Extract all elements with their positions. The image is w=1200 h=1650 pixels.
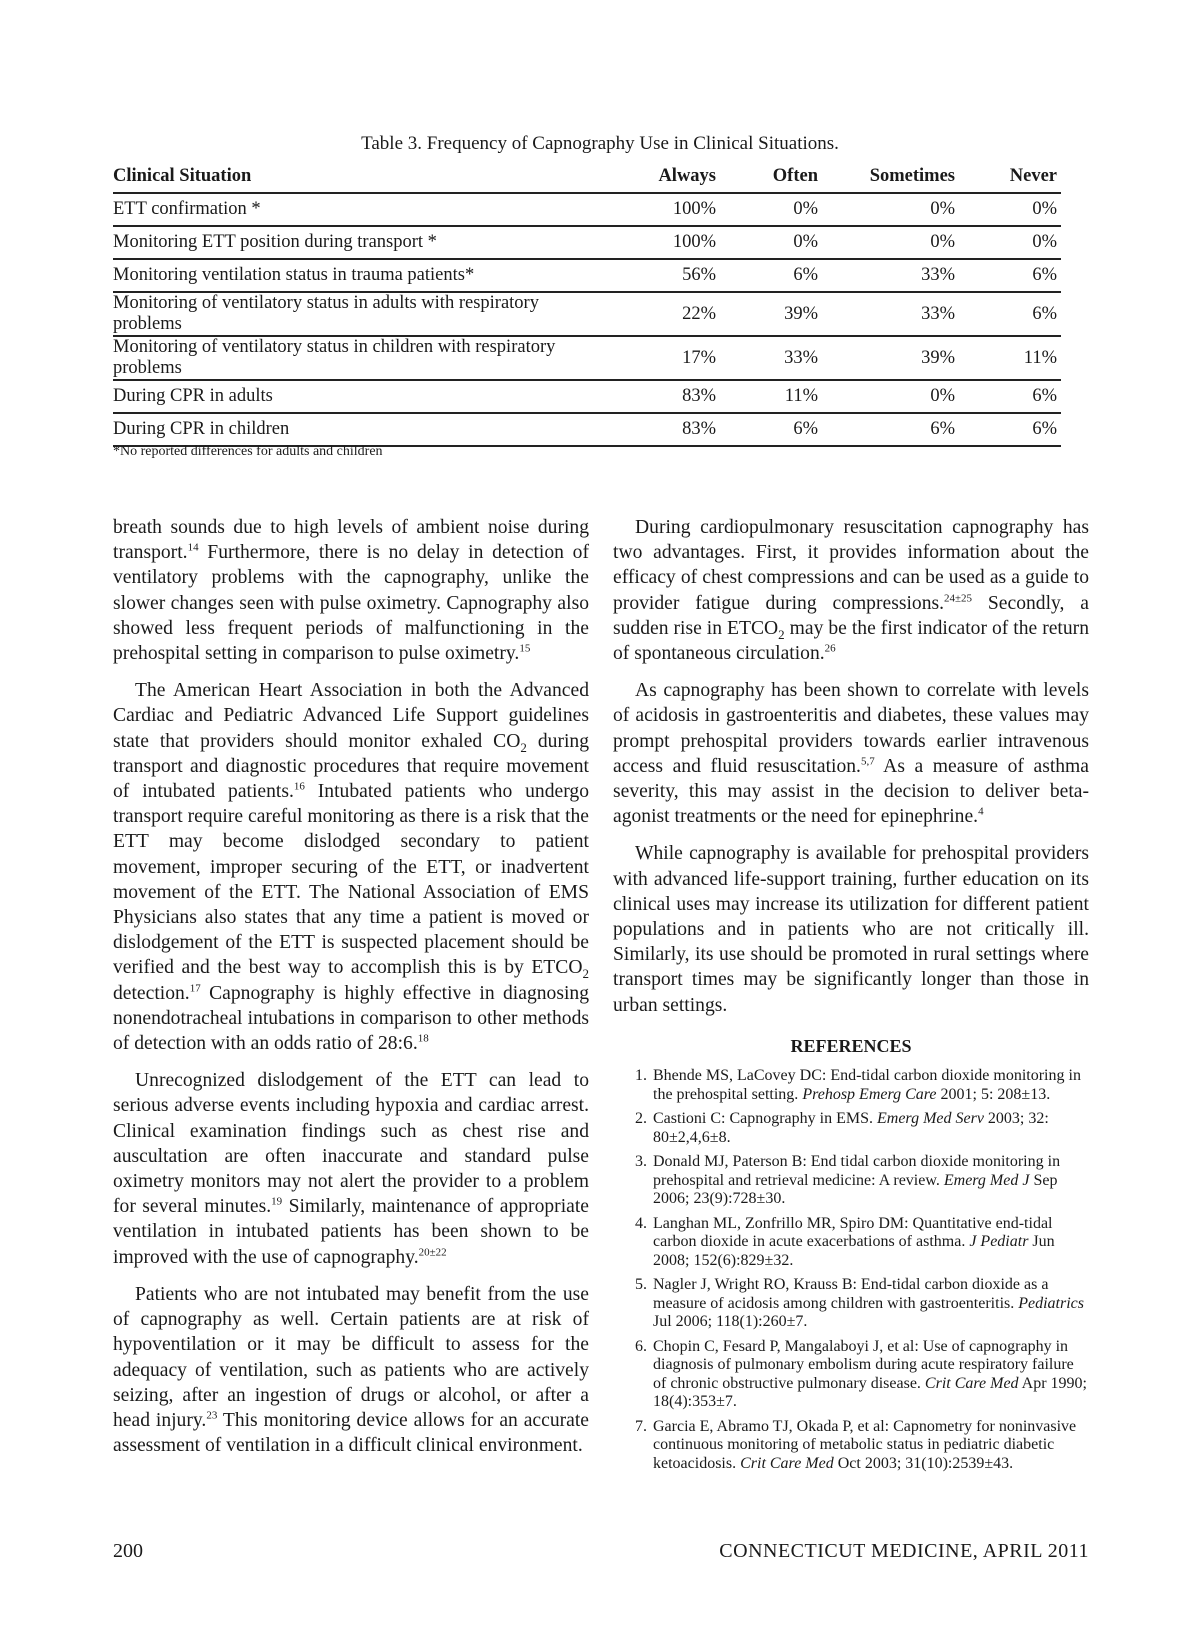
cell-never: 6% [969, 292, 1061, 336]
body-paragraph: While capnography is available for prehospital providers with advanced life-support training, further education on its clinical uses may increase its utilization for different patient populations and in patients who are not critically ill. Similarly, its use should be promoted in rural settings where transport times may be significantly longer than those in urban settings. [613, 843, 1089, 1016]
cell-sometimes: 33% [832, 259, 969, 292]
body-paragraph: Patients who are not intubated may benefit from the use of capnography as well. Certain patients are at risk of hypoventilation or it may be difficult to assess for the adequacy of ventilation, such as patients who are actively seizing, after an ingestion of drugs or alcohol, or after a head injury.$^{23}$ This monitoring device allows for an accurate assessment of ventilation in a difficult clinical environment. [113, 1283, 589, 1457]
cell-always: 83% [611, 380, 730, 413]
table-caption: Table 3. Frequency of Capnography Use in Clinical Situations. [361, 133, 839, 154]
cell-sometimes: 33% [832, 292, 969, 336]
cell-sometimes: 0% [832, 226, 969, 259]
body-paragraph: During cardiopulmonary resuscitation capnography has two advantages. First, it provides information about the efficacy of chest compressions and can be used as a guide to provider fatigue during compressions.$^{24\pm 25}$ Secondly, a sudden rise in $ETCO_2$ may be the first indicator of the return of spontaneous circulation.$^{26}$ [613, 517, 1089, 665]
header-never: Never [969, 161, 1061, 193]
cell-never: 0% [969, 226, 1061, 259]
cell-often: 33% [730, 336, 832, 380]
subscript: 2 [778, 626, 785, 642]
header-often: Often [730, 161, 832, 193]
reference-item: 6. Chopin C, Fesard P, Mangalaboyi J, et al: Use of capnography in diagnosis of pulmonary embolism during acute respiratory failure of chronic obstructive pulmonary disease. Crit Care Med Apr 1990; 18(4):353±7. [651, 1338, 1089, 1412]
citation: 14 [187, 541, 199, 554]
cell-always: 100% [611, 226, 730, 259]
body-paragraph: As capnography has been shown to correlate with levels of acidosis in gastroenteritis and diabetes, these values may prompt prehospital providers towards earlier intravenous access and fluid resuscitation.$^{5,7}$ As a measure of asthma severity, this may assist in the decision to deliver beta-agonist treatments or the need for epinephrine.$^4$ [613, 680, 1089, 828]
reference-item: 1. Bhende MS, LaCovey DC: End-tidal carbon dioxide monitoring in the prehospital setting. Prehosp Emerg Care 2001; 5: 208±13. [651, 1067, 1089, 1104]
table-header-row [113, 161, 1061, 193]
cell-often: 39% [730, 292, 832, 336]
cell-situation: During CPR in adults [113, 380, 611, 413]
cell-often: 6% [730, 259, 832, 292]
cell-always: 17% [611, 336, 730, 380]
cell-situation: During CPR in children [113, 413, 611, 446]
citation: 17 [189, 982, 201, 995]
cell-situation: ETT confirmation * [113, 193, 611, 226]
frequency-table-wrapper [113, 161, 1061, 447]
cell-never: 6% [969, 380, 1061, 413]
citation: 23 [206, 1409, 218, 1422]
citation: 15 [519, 642, 531, 655]
citation: 26 [824, 642, 836, 655]
left-column [113, 515, 589, 1470]
table-row [113, 413, 1061, 446]
cell-situation: Monitoring ETT position during transport * [113, 226, 611, 259]
cell-often: 0% [730, 193, 832, 226]
cell-never: 11% [969, 336, 1061, 380]
cell-often: 6% [730, 413, 832, 446]
citation: 4 [978, 805, 984, 818]
journal-footer: CONNECTICUT MEDICINE, APRIL 2011 [719, 1540, 1089, 1562]
cell-sometimes: 39% [832, 336, 969, 380]
cell-never: 0% [969, 193, 1061, 226]
reference-item: 5. Nagler J, Wright RO, Krauss B: End-tidal carbon dioxide as a measure of acidosis among children with gastroenteritis. Pediatrics Jul 2006; 118(1):260±7. [651, 1276, 1089, 1332]
table-row [113, 336, 1061, 380]
body-paragraph: The American Heart Association in both the Advanced Cardiac and Pediatric Advanced Life Support guidelines state that providers should monitor exhaled $CO_2$ during transport and diagnostic procedures that require movement of intubated patients.$^{16}$ Intubated patients who undergo transport require careful monitoring as there is a risk that the ETT may become dislodged secondary to patient movement, improper securing of the ETT, or inadvertent movement of the ETT. The National Association of EMS Physicians also states that any time a patient is moved or dislodgement of the ETT is suspected placement should be verified and the best way to accomplish this is by $ETCO_2$ detection.$^{17}$ Capnography is highly effective in diagnosing nonendotracheal intubations in comparison to other methods of detection with an odds ratio of 28:6.18 [113, 680, 590, 1055]
cell-sometimes: 0% [832, 380, 969, 413]
citation: 5,7 [860, 755, 875, 768]
right-column [613, 515, 1089, 1479]
cell-situation: Monitoring of ventilatory status in adults with respiratory problems [113, 292, 611, 336]
header-sometimes: Sometimes [832, 161, 969, 193]
cell-often: 11% [730, 380, 832, 413]
cell-always: 100% [611, 193, 730, 226]
cell-sometimes: 6% [832, 413, 969, 446]
reference-item: 3. Donald MJ, Paterson B: End tidal carbon dioxide monitoring in prehospital and retrieval medicine: A review. Emerg Med J Sep 2006; 23(9):728±30. [651, 1153, 1089, 1209]
cell-always: 56% [611, 259, 730, 292]
subscript: 2 [520, 739, 527, 755]
cell-situation: Monitoring of ventilatory status in children with respiratory problems [113, 336, 611, 380]
table-row [113, 380, 1061, 413]
body-paragraph: breath sounds due to high levels of ambient noise during transport.$^{14}$ Furthermore, there is no delay in detection of ventilatory problems with the capnography, unlike the slower changes seen with pulse oximetry. Capnography also showed less frequent periods of malfunctioning in the prehospital setting in comparison to pulse oximetry.$^{15}$ [113, 517, 589, 665]
cell-always: 83% [611, 413, 730, 446]
references-heading: REFERENCES [790, 1035, 912, 1056]
citation: 24±25 [944, 592, 973, 605]
reference-item: 4. Langhan ML, Zonfrillo MR, Spiro DM: Quantitative end-tidal carbon dioxide in acute exacerbations of asthma. J Pediatr Jun 2008; 152(6):829±32. [651, 1215, 1089, 1271]
citation: 18 [417, 1032, 429, 1045]
cell-situation: Monitoring ventilation status in trauma patients* [113, 259, 611, 292]
cell-never: 6% [969, 259, 1061, 292]
citation: 20±22 [418, 1246, 447, 1259]
table-row [113, 259, 1061, 292]
reference-list [613, 1067, 1089, 1473]
citation: 16 [293, 780, 305, 793]
reference-item: 7. Garcia E, Abramo TJ, Okada P, et al: Capnometry for noninvasive continuous monitoring of metabolic status in pediatric diabetic ketoacidosis. Crit Care Med Oct 2003; 31(10):2539±43. [651, 1418, 1089, 1474]
body-paragraph: Unrecognized dislodgement of the ETT can lead to serious adverse events including hypoxia and cardiac arrest. Clinical examination findings such as chest rise and auscultation are often inaccurate and standard pulse oximetry monitors may not alert the provider to a problem for several minutes.$^{19}$ Similarly, maintenance of appropriate ventilation in intubated patients has been shown to be improved with the use of capnography.$^{20\pm 22}$ [113, 1070, 589, 1268]
header-always: Always [611, 161, 730, 193]
page-number: 200 [113, 1540, 143, 1562]
reference-item: 2. Castioni C: Capnography in EMS. Emerg Med Serv 2003; 32: 80±2,4,6±8. [651, 1110, 1089, 1147]
cell-sometimes: 0% [832, 193, 969, 226]
table-row [113, 226, 1061, 259]
subscript: 2 [582, 966, 589, 982]
cell-never: 6% [969, 413, 1061, 446]
cell-always: 22% [611, 292, 730, 336]
citation: 19 [271, 1195, 283, 1208]
frequency-table [113, 161, 1061, 447]
header-clinical-situation: Clinical Situation [113, 161, 611, 193]
table-row [113, 193, 1061, 226]
table-row [113, 292, 1061, 336]
cell-often: 0% [730, 226, 832, 259]
table-footnote: *No reported differences for adults and children [113, 444, 383, 459]
